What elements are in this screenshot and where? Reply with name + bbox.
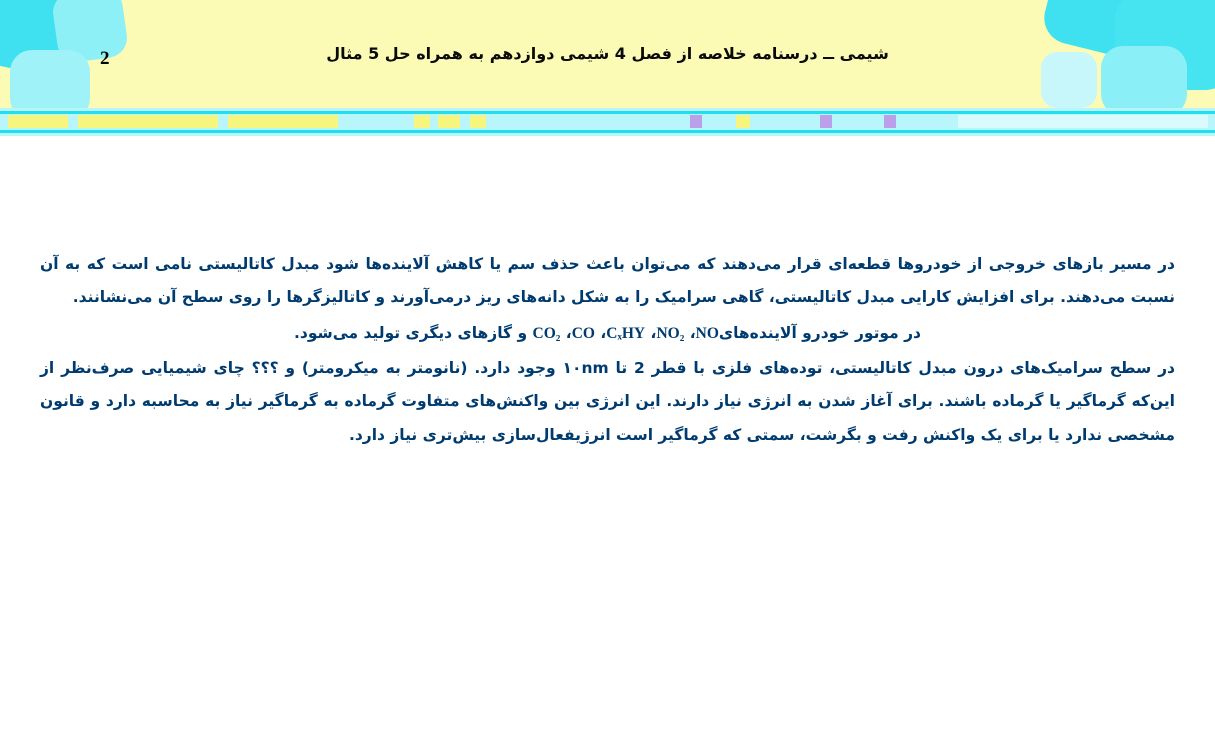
divider-bar-0 xyxy=(8,115,68,128)
divider-bar-4 xyxy=(438,115,460,128)
divider-bar-1 xyxy=(78,115,218,128)
formula-co2: CO₂ xyxy=(532,324,561,342)
formula-cxhy: CₓHY xyxy=(606,324,646,342)
decorative-divider-strip xyxy=(0,108,1215,136)
page-header xyxy=(0,0,1215,108)
paragraph-3: در سطح سرامیک‌های درون مبدل کاتالیستی، توده‌های فلزی با قطر 2 تا ۱۰nm وجود دارد. (نانومتر به میکرومتر) و ؟؟؟ چای شیمیایی صرف‌نظر از این‌که گرماگیر یا گرماده باشند. برای آغاز شدن به انرژی نیاز دارند. این انرژی بین واکنش‌های متفاوت گرماده به گرماگیر نیاز به محاسبه دارد و قانون مشخصی ندارد یا برای یک واکنش رفت و بگرشت، سمتی که گرماگیر است انرژیفعال‌سازی بیش‌تری نیاز دارد. xyxy=(40,358,1175,444)
page-title: شیمی ــ درسنامه خلاصه از فصل 4 شیمی دوازدهم به همراه حل 5 مثال xyxy=(326,44,889,63)
paragraph-1: در مسیر بازهای خروجی از خودروها قطعه‌ای قرار می‌دهند که می‌توان باعث حذف سم یا کاهش آلاینده‌ها شود مبدل کاتالیستی نامی است که به آن نسبت می‌دهند. برای افزایش کارایی مبدل کاتالیستی، گاهی سرامیک را به شکل دانه‌های ریز درمی‌آورند و کاتالیزگرها را روی سطح آن می‌نشانند. xyxy=(40,255,1175,307)
divider-line-top xyxy=(0,111,1215,114)
divider-bar-8 xyxy=(820,115,832,128)
paragraph-2-suffix: و گازهای دیگری تولید می‌شود. xyxy=(293,323,528,342)
formula-co: CO xyxy=(571,324,595,342)
divider-bar-3 xyxy=(414,115,430,128)
paragraph-2: در موتور خودرو آلاینده‌هایNO، NO₂، CₓHY، CO، CO₂ و گازهای دیگری تولید می‌شود. xyxy=(40,317,1175,350)
divider-bar-7 xyxy=(736,115,750,128)
divider-line-bottom xyxy=(0,130,1215,133)
divider-bar-9 xyxy=(884,115,896,128)
paragraph-2-prefix: در موتور خودرو آلاینده‌های xyxy=(718,323,922,342)
divider-bar-2 xyxy=(228,115,338,128)
divider-bar-10 xyxy=(958,115,1208,128)
document-body xyxy=(40,248,1175,454)
page-number: 2 xyxy=(100,48,110,69)
formula-no2: NO₂ xyxy=(656,324,685,342)
divider-bar-5 xyxy=(470,115,486,128)
divider-bar-6 xyxy=(690,115,702,128)
formula-no: NO xyxy=(695,324,719,342)
